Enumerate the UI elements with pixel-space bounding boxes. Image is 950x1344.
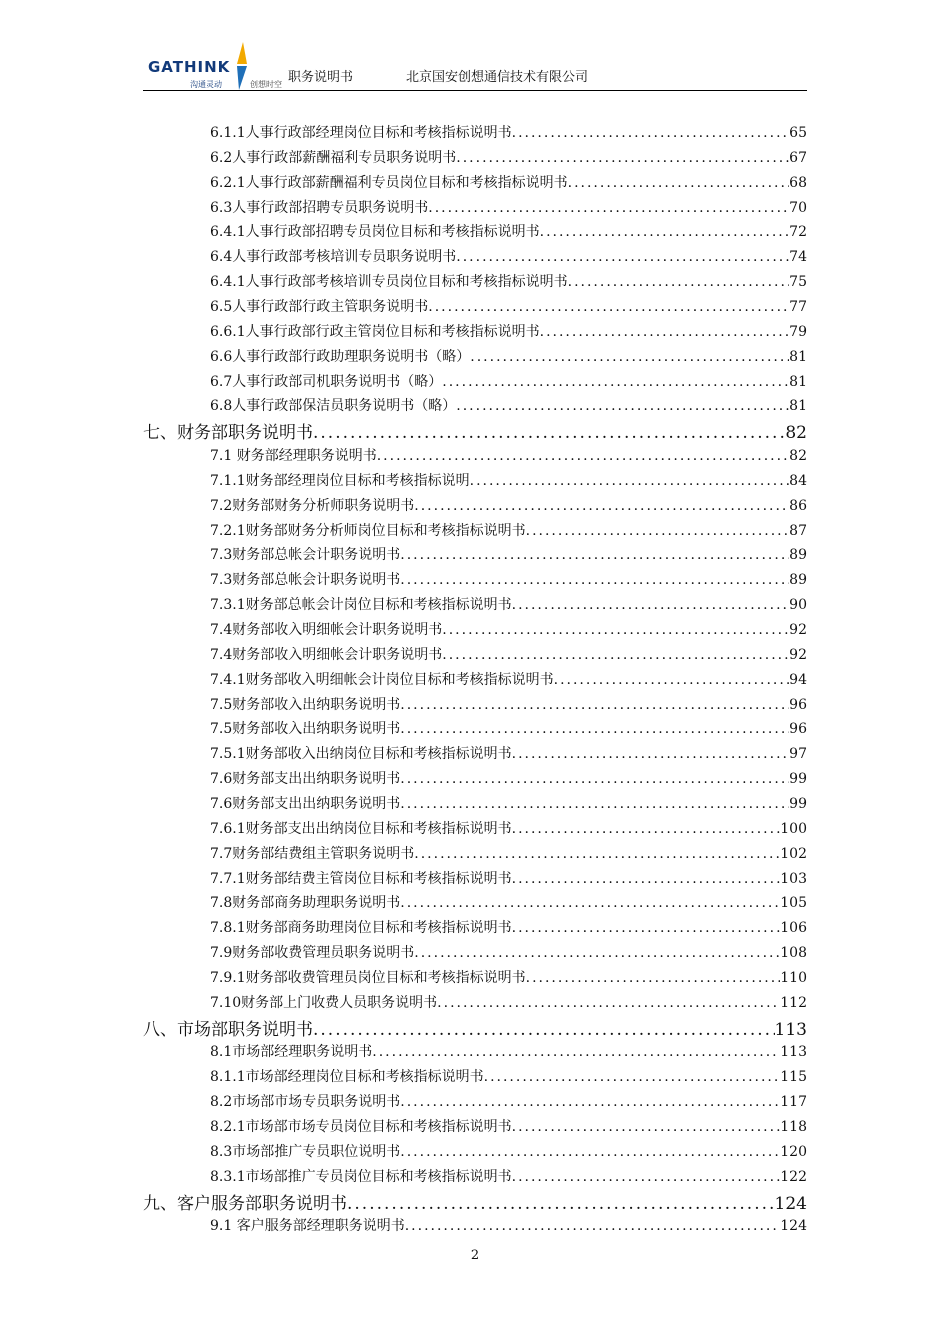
toc-leader-dots [414, 945, 780, 961]
toc-section-entry[interactable] [210, 296, 807, 316]
toc-entry-page: 92 [789, 646, 807, 663]
toc-entry-label: 6.8人事行政部保洁员职务说明书（略） [210, 398, 457, 415]
toc-leader-dots [512, 597, 790, 613]
toc-entry-page: 103 [780, 870, 807, 887]
toc-entry-page: 112 [780, 994, 807, 1011]
toc-section-entry[interactable] [210, 395, 807, 415]
toc-leader-dots [428, 299, 789, 315]
toc-entry-label: 7.1 财务部经理职务说明书 [210, 448, 377, 465]
toc-section-entry[interactable] [210, 544, 807, 564]
toc-section-entry[interactable] [210, 445, 807, 465]
toc-leader-dots [484, 1069, 781, 1085]
toc-entry-label: 6.3人事行政部招聘专员职务说明书 [210, 199, 429, 216]
toc-entry-page: 92 [789, 622, 807, 638]
toc-entry-label: 九、客户服务部职务说明书 [143, 1193, 347, 1214]
toc-section-entry[interactable] [210, 868, 807, 888]
toc-leader-dots [456, 249, 789, 265]
toc-leader-dots [540, 224, 790, 240]
toc-section-entry[interactable] [210, 197, 807, 217]
toc-leader-dots [512, 871, 781, 887]
toc-section-entry[interactable] [210, 321, 807, 341]
toc-entry-label: 8.1.1市场部经理岗位目标和考核指标说明书 [210, 1069, 484, 1086]
toc-entry-label: 6.5人事行政部行政主管职务说明书 [210, 298, 429, 315]
toc-entry-label: 6.1.1人事行政部经理岗位目标和考核指标说明书 [210, 125, 512, 141]
toc-entry-label: 6.6.1人事行政部行政主管岗位目标和考核指标说明书 [210, 323, 540, 340]
toc-entry-page: 96 [789, 696, 807, 713]
toc-section-entry[interactable] [210, 644, 807, 664]
logo-text: GATHINK [148, 58, 231, 76]
toc-leader-dots [400, 1144, 780, 1160]
toc-entry-page: 113 [780, 1044, 807, 1061]
toc-entry-page: 94 [789, 671, 807, 688]
page-number: 2 [470, 1248, 480, 1263]
toc-section-entry[interactable] [210, 793, 807, 813]
toc-leader-dots [405, 1218, 781, 1234]
toc-entry-page: 96 [789, 721, 807, 738]
toc-entry-label: 7.3财务部总帐会计职务说明书 [210, 547, 401, 564]
toc-section-entry[interactable] [210, 221, 807, 241]
page-header [143, 40, 807, 94]
toc-entry-page: 65 [789, 125, 807, 141]
toc-chapter-entry[interactable] [143, 1189, 807, 1214]
toc-section-entry[interactable] [210, 718, 807, 738]
toc-leader-dots [400, 572, 789, 588]
toc-entry-label: 6.2人事行政部薪酬福利专员职务说明书 [210, 149, 457, 166]
toc-entry-page: 72 [789, 224, 807, 241]
toc-leader-dots [526, 523, 790, 539]
toc-leader-dots [442, 647, 789, 663]
toc-entry-page: 89 [789, 572, 807, 589]
toc-entry-page: 99 [789, 795, 807, 812]
header-divider [143, 90, 807, 91]
toc-entry-page: 75 [789, 274, 807, 291]
toc-entry-label: 7.3.1财务部总帐会计岗位目标和考核指标说明书 [210, 597, 512, 614]
toc-entry-label: 6.4.1人事行政部招聘专员岗位目标和考核指标说明书 [210, 224, 540, 241]
toc-section-entry[interactable] [210, 470, 807, 490]
toc-leader-dots [400, 895, 780, 911]
toc-entry-page: 124 [780, 1218, 807, 1235]
toc-entry-page: 108 [780, 945, 807, 962]
toc-leader-dots [512, 746, 790, 762]
toc-entry-label: 7.10财务部上门收费人员职务说明书 [210, 994, 438, 1011]
toc-leader-dots [313, 1020, 775, 1040]
toc-entry-label: 9.1 客户服务部经理职务说明书 [210, 1218, 405, 1235]
toc-leader-dots [377, 448, 789, 464]
toc-section-entry[interactable] [210, 917, 807, 937]
toc-section-entry[interactable] [210, 669, 807, 689]
toc-section-entry[interactable] [210, 992, 807, 1012]
toc-entry-label: 6.4人事行政部考核培训专员职务说明书 [210, 249, 457, 266]
toc-section-entry[interactable] [210, 1166, 807, 1186]
toc-section-entry[interactable] [210, 892, 807, 912]
toc-entry-page: 105 [780, 895, 807, 912]
toc-leader-dots [400, 547, 789, 563]
company-logo [148, 42, 288, 94]
toc-entry-page: 102 [780, 845, 807, 862]
toc-entry-page: 68 [789, 174, 807, 191]
toc-entry-page: 89 [789, 547, 807, 564]
toc-entry-label: 7.9.1财务部收费管理员岗位目标和考核指标说明书 [210, 969, 526, 986]
toc-leader-dots [568, 175, 790, 191]
toc-entry-label: 8.3.1市场部推广专员岗位目标和考核指标说明书 [210, 1168, 512, 1185]
toc-entry-page: 97 [789, 746, 807, 763]
toc-entry-page: 70 [789, 199, 807, 216]
toc-leader-dots [512, 920, 781, 936]
toc-entry-page: 118 [780, 1119, 807, 1135]
logo-tagline-right: 创想时空 [250, 80, 282, 89]
toc-section-entry[interactable] [210, 1091, 807, 1111]
toc-leader-dots [456, 398, 789, 414]
logo-swoosh-icon [233, 42, 249, 90]
toc-entry-label: 八、市场部职务说明书 [143, 1019, 313, 1040]
toc-section-entry[interactable] [210, 1066, 807, 1086]
toc-leader-dots [442, 374, 789, 390]
toc-entry-page: 100 [780, 820, 807, 837]
toc-entry-label: 7.5财务部收入出纳职务说明书 [210, 696, 401, 713]
toc-section-entry[interactable] [210, 843, 807, 863]
toc-entry-page: 106 [780, 920, 807, 937]
toc-section-entry[interactable] [210, 246, 807, 266]
toc-chapter-entry[interactable] [143, 418, 807, 443]
toc-leader-dots [437, 995, 780, 1011]
logo-tagline-left: 沟通灵动 [190, 80, 222, 89]
toc-leader-dots [554, 672, 790, 688]
toc-section-entry[interactable] [210, 1041, 807, 1061]
toc-section-entry[interactable] [210, 694, 807, 714]
toc-section-entry[interactable] [210, 1215, 807, 1235]
toc-entry-label: 7.5财务部收入出纳职务说明书 [210, 721, 401, 738]
toc-leader-dots [540, 324, 790, 340]
toc-section-entry[interactable] [210, 768, 807, 788]
toc-section-entry[interactable] [210, 172, 807, 192]
toc-entry-label: 7.6.1财务部支出出纳岗位目标和考核指标说明书 [210, 820, 512, 837]
toc-entry-page: 84 [789, 472, 807, 489]
toc-leader-dots [470, 349, 789, 365]
toc-entry-label: 8.1市场部经理职务说明书 [210, 1044, 373, 1061]
toc-section-entry[interactable] [210, 569, 807, 589]
toc-entry-label: 7.3财务部总帐会计职务说明书 [210, 572, 401, 589]
toc-chapter-entry[interactable] [143, 1015, 807, 1040]
toc-entry-label: 7.9财务部收费管理员职务说明书 [210, 945, 415, 962]
toc-section-entry[interactable] [210, 271, 807, 291]
toc-section-entry[interactable] [210, 495, 807, 515]
document-title: 职务说明书 [288, 70, 354, 85]
toc-leader-dots [512, 1119, 781, 1135]
toc-leader-dots [372, 1044, 780, 1060]
toc-entry-page: 77 [789, 298, 807, 315]
toc-section-entry[interactable] [210, 1141, 807, 1161]
toc-entry-page: 115 [780, 1069, 807, 1086]
toc-section-entry[interactable] [210, 594, 807, 614]
toc-entry-page: 117 [780, 1094, 807, 1111]
toc-section-entry[interactable] [210, 743, 807, 763]
toc-leader-dots [400, 771, 789, 787]
toc-leader-dots [400, 1094, 780, 1110]
toc-section-entry[interactable] [210, 1116, 807, 1136]
toc-entry-page: 81 [789, 348, 807, 365]
toc-entry-label: 7.7.1财务部结费主管岗位目标和考核指标说明书 [210, 870, 512, 887]
toc-entry-label: 7.8财务部商务助理职务说明书 [210, 895, 401, 912]
toc-leader-dots [414, 498, 789, 514]
toc-entry-label: 7.8.1财务部商务助理岗位目标和考核指标说明书 [210, 920, 512, 937]
toc-entry-label: 7.4财务部收入明细帐会计职务说明书 [210, 622, 443, 638]
toc-entry-label: 7.2.1财务部财务分析师岗位目标和考核指标说明书 [210, 522, 526, 539]
toc-entry-label: 7.6财务部支出出纳职务说明书 [210, 795, 401, 812]
toc-entry-label: 6.4.1人事行政部考核培训专员岗位目标和考核指标说明书 [210, 274, 568, 291]
toc-leader-dots [414, 846, 780, 862]
toc-leader-dots [456, 150, 789, 166]
toc-entry-page: 113 [774, 1019, 807, 1040]
toc-entry-label: 7.1.1财务部经理岗位目标和考核指标说明 [210, 472, 470, 489]
toc-section-entry[interactable] [210, 619, 807, 639]
toc-entry-page: 122 [780, 1168, 807, 1185]
toc-entry-page: 82 [785, 423, 807, 444]
toc-entry-page: 82 [789, 448, 807, 465]
toc-entry-label: 6.2.1人事行政部薪酬福利专员岗位目标和考核指标说明书 [210, 174, 568, 191]
toc-entry-page: 81 [789, 373, 807, 390]
toc-leader-dots [470, 473, 790, 489]
company-name: 北京国安创想通信技术有限公司 [406, 70, 589, 85]
toc-section-entry[interactable] [210, 967, 807, 987]
toc-entry-label: 7.7财务部结费组主管职务说明书 [210, 845, 415, 862]
toc-leader-dots [400, 796, 789, 812]
toc-entry-label: 6.6人事行政部行政助理职务说明书（略） [210, 348, 471, 365]
toc-entry-page: 86 [789, 497, 807, 514]
toc-section-entry[interactable] [210, 818, 807, 838]
toc-entry-page: 110 [780, 969, 807, 986]
toc-entry-label: 7.4.1财务部收入明细帐会计岗位目标和考核指标说明书 [210, 671, 554, 688]
toc-leader-dots [512, 821, 781, 837]
toc-leader-dots [428, 200, 789, 216]
toc-entry-label: 七、财务部职务说明书 [143, 423, 313, 444]
toc-entry-label: 8.2市场部市场专员职务说明书 [210, 1094, 401, 1111]
toc-entry-page: 124 [774, 1193, 807, 1214]
toc-entry-page: 90 [789, 597, 807, 614]
toc-leader-dots [512, 1169, 781, 1185]
toc-entry-page: 74 [789, 249, 807, 266]
toc-leader-dots [442, 622, 789, 638]
toc-section-entry[interactable] [210, 371, 807, 391]
toc-entry-label: 7.2财务部财务分析师职务说明书 [210, 497, 415, 514]
toc-section-entry[interactable] [210, 147, 807, 167]
toc-leader-dots [347, 1194, 775, 1214]
toc-leader-dots [512, 125, 790, 141]
toc-leader-dots [400, 721, 789, 737]
toc-section-entry[interactable] [210, 520, 807, 540]
toc-entry-label: 6.7人事行政部司机职务说明书（略） [210, 373, 443, 390]
toc-entry-page: 79 [789, 323, 807, 340]
toc-leader-dots [400, 697, 789, 713]
toc-leader-dots [568, 274, 790, 290]
toc-entry-label: 8.2.1市场部市场专员岗位目标和考核指标说明书 [210, 1119, 512, 1135]
toc-section-entry[interactable] [210, 122, 807, 142]
toc-section-entry[interactable] [210, 346, 807, 366]
toc-entry-page: 67 [789, 149, 807, 166]
toc-entry-label: 7.6财务部支出出纳职务说明书 [210, 771, 401, 788]
toc-entry-page: 99 [789, 771, 807, 788]
toc-leader-dots [313, 423, 785, 443]
toc-entry-page: 81 [789, 398, 807, 415]
toc-section-entry[interactable] [210, 942, 807, 962]
toc-leader-dots [526, 970, 781, 986]
toc-entry-label: 8.3市场部推广专员职位说明书 [210, 1143, 401, 1160]
toc-entry-label: 7.4财务部收入明细帐会计职务说明书 [210, 646, 443, 663]
toc-entry-page: 120 [780, 1143, 807, 1160]
toc-entry-page: 87 [789, 522, 807, 539]
toc-entry-label: 7.5.1财务部收入出纳岗位目标和考核指标说明书 [210, 746, 512, 763]
